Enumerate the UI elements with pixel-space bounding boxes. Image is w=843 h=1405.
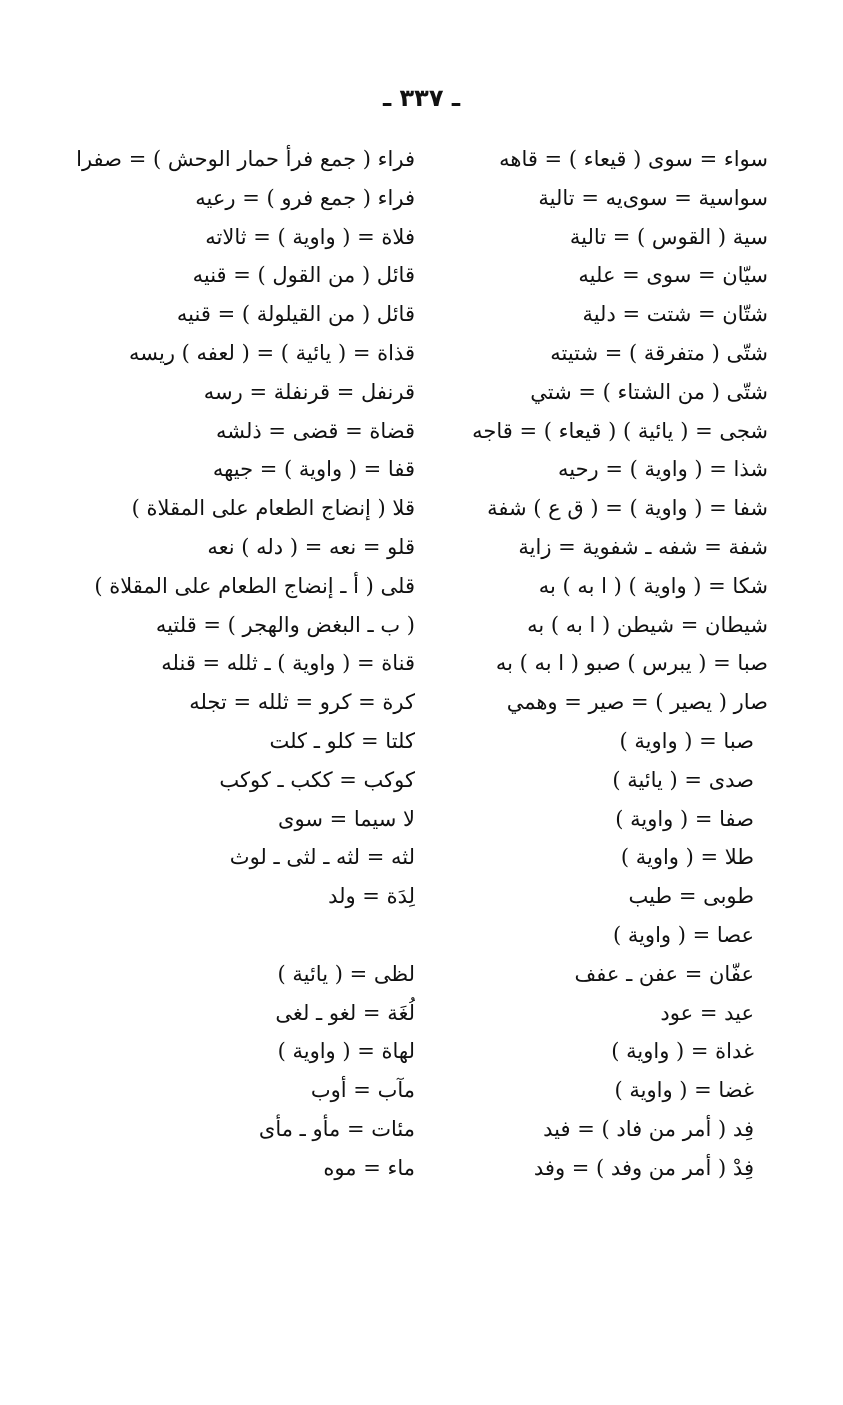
entry: قضاة = قضى = ذلشه [215,418,415,443]
entry: عصا = ( واوية ) [612,922,754,947]
entry: لهاة = ( واوية ) [277,1039,415,1064]
right-column [418,140,768,1188]
entry: لُغَة = لغو ـ لغى [275,1000,415,1025]
entry: كلتا = كلو ـ كلت [269,728,415,753]
entry: قلا ( إنضاج الطعام على المقلاة ) [131,496,415,521]
entry: شذا = ( واوية ) = رحيه [557,457,768,482]
entry: عفّان = عفن ـ عفف [574,961,754,986]
entry: طلا = ( واوية ) [620,845,754,870]
entry: صفا = ( واوية ) [615,806,754,831]
entry: قلو = نعه = ( دله ) نعه [207,534,415,559]
entry: فراء ( جمع فرو ) = رعيه [195,185,415,210]
entry: شتّى ( متفرقة ) = شتيته [550,340,768,365]
page-number: ـ ٣٣٧ ـ [382,84,461,112]
entry: قلى ( أ ـ إنضاج الطعام على المقلاة ) [94,573,415,598]
entry: ( ب ـ البغض والهجر ) = قلتيه [155,612,415,637]
entry: شتّان = شتت = دلية [582,302,768,327]
entry: شفا = ( واوية ) = ( ق ع ) شفة [487,496,768,521]
entry: قائل ( من القول ) = قنيه [192,263,415,288]
entry: كرة = كرو = ثلله = تجله [189,690,415,715]
entry: فلاة = ( واوية ) = ثالاته [205,224,415,249]
entry: صبا = ( يبرس ) صبو ( ا به ) به [495,651,768,676]
entry: فِد ( أمر من فاد ) = فيد [543,1116,754,1141]
entry: لظى = ( يائية ) [277,961,415,986]
entry: ماء = موه [323,1155,415,1180]
entry: لا سيما = سوى [278,806,415,831]
entry: سية ( القوس ) = تالية [569,224,768,249]
entry: صبا = ( واوية ) [619,728,754,753]
entry: قذاة = ( يائية ) = ( لعفه ) ريسه [128,340,415,365]
entry: غضا = ( واوية ) [614,1078,754,1103]
entry: غداة = ( واوية ) [611,1039,754,1064]
entry: شتّى ( من الشتاء ) = شتي [530,379,768,404]
entry: كوكب = ككب ـ كوكب [219,767,415,792]
entry: مئات = مأو ـ مأى [258,1116,415,1141]
entry: صار ( يصير ) = صير = وهمي [506,690,768,715]
entry: فراء ( جمع فرأ حمار الوحش ) = صفرا [76,147,415,171]
entry: سواسية = سوى‌يه = تالية [538,185,768,210]
entry: سيّان = سوى = عليه [578,263,768,288]
entry: قناة = ( واوية ) ـ ثلله = قنله [161,651,415,676]
entry: لِدَة = ولد [328,884,415,909]
entry: شيطان = شيطن ( ا به ) به [527,612,768,637]
entry: عيد = عود [660,1000,754,1025]
entry: قائل ( من القيلولة ) = قنيه [176,302,415,327]
entry: طوبى = طيب [628,884,754,909]
entry: لثه = لثه ـ لثى ـ لوث [229,845,415,870]
entry: شكا = ( واوية ) ( ا به ) به [538,573,768,598]
entry: قرنفل = قرنفلة = رسه [203,379,415,404]
entry: شجى = ( يائية ) ( قيعاء ) = قاجه [472,418,768,443]
entry: شفة = شفه ـ شفوية = زاية [518,534,768,559]
entry: صدى = ( يائية ) [612,767,754,792]
entry: مآب = أوب [310,1078,415,1103]
entry: فِدْ ( أمر من وفد ) = وفد [533,1155,754,1180]
left-column [65,140,415,1188]
entry: قفا = ( واوية ) = جيهه [212,457,415,482]
entry: سواء = سوى ( قيعاء ) = قاهه [499,147,768,171]
